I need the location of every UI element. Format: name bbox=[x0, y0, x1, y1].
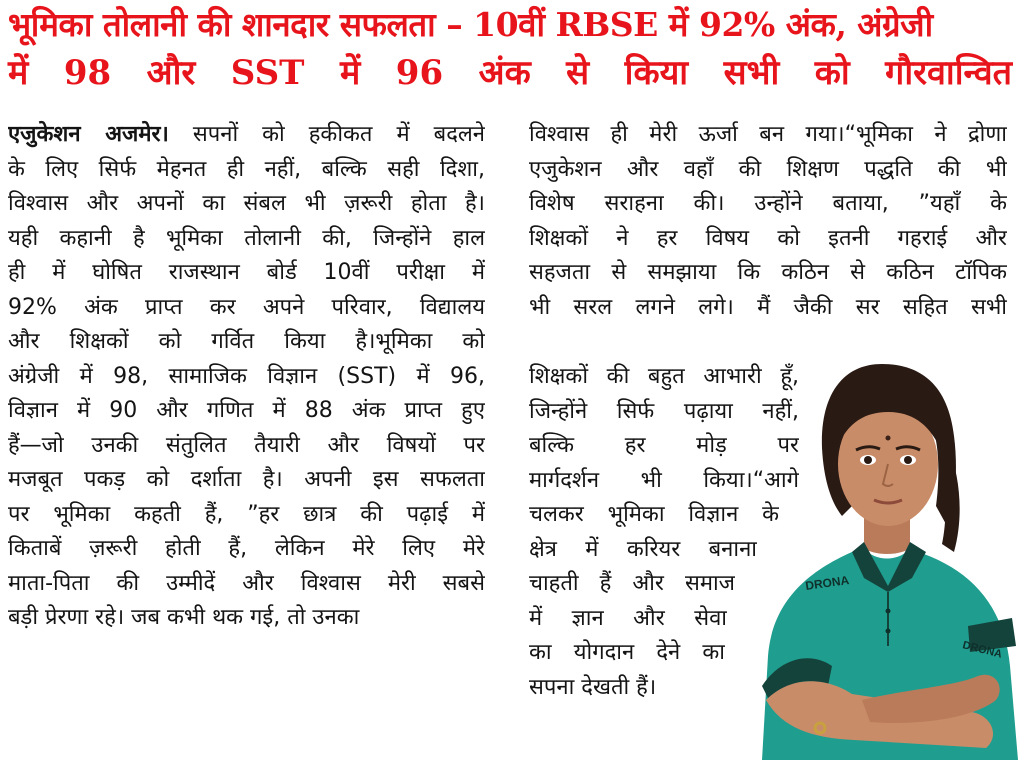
article-line: का योगदान देने का bbox=[529, 640, 725, 665]
article-line: भी सरल लगने लगे। मैं जैकी सर सहित सभी bbox=[529, 294, 1007, 320]
article-line: के लिए सिर्फ मेहनत ही नहीं, बल्कि सही दिशा, bbox=[8, 156, 485, 182]
article-line: चाहती हैं और समाज bbox=[529, 571, 735, 596]
headline bbox=[8, 2, 1012, 98]
article-line: यही कहानी है भूमिका तोलानी की, जिन्होंने हाल bbox=[8, 225, 485, 251]
article-left-column bbox=[8, 118, 485, 636]
article-line: बड़ी प्रेरणा रहे। जब कभी थक गई, तो उनका bbox=[8, 605, 360, 630]
article-line: विशेष सराहना की। उन्होंने बताया, ”यहाँ के bbox=[529, 191, 1007, 216]
article-line: 92% अंक प्राप्त कर अपने परिवार, विद्यालय bbox=[8, 294, 485, 320]
article-line: जिन्होंने सिर्फ पढ़ाया नहीं, bbox=[529, 398, 799, 424]
article-line: हैं—जो उनकी संतुलित तैयारी और विषयों पर bbox=[8, 432, 485, 458]
article-right-column bbox=[529, 118, 1007, 325]
article-line: किताबें ज़रूरी होती हैं, लेकिन मेरे लिए मेरे bbox=[8, 536, 485, 561]
dateline: एजुकेशन अजमेर। bbox=[8, 122, 169, 147]
shirt-logo: DRONA bbox=[804, 572, 850, 593]
article-line: में ज्ञान और सेवा bbox=[529, 605, 727, 631]
article-line: विश्वास और अपनों का संबल भी ज़रूरी होता है। bbox=[8, 191, 485, 216]
student-photo bbox=[742, 356, 1020, 760]
article-line: ही में घोषित राजस्थान बोर्ड 10वीं परीक्षा में bbox=[8, 260, 485, 285]
article-line bbox=[8, 118, 485, 153]
article-line: पर भूमिका कहती हैं, ”हर छात्र की पढ़ाई में bbox=[8, 501, 485, 527]
article-line: अंग्रेजी में 98, सामाजिक विज्ञान (SST) में 96, bbox=[8, 363, 485, 389]
article-line: एजुकेशन और वहाँ की शिक्षण पद्धति की भी bbox=[529, 156, 1007, 182]
article-line: मार्गदर्शन भी किया।“आगे bbox=[529, 467, 799, 493]
article-line: मजबूत पकड़ को दर्शाता है। अपनी इस सफलता bbox=[8, 467, 485, 492]
article-line: विश्वास ही मेरी ऊर्जा बन गया।“भूमिका ने द्रोणा bbox=[529, 122, 1007, 147]
article-line: शिक्षकों की बहुत आभारी हूँ, bbox=[529, 364, 799, 389]
article-line: विज्ञान में 90 और गणित में 88 अंक प्राप्त हुए bbox=[8, 398, 485, 423]
article-line: बल्कि हर मोड़ पर bbox=[529, 433, 799, 458]
sleeve-logo: DRONA bbox=[961, 639, 1004, 661]
article-line: और शिक्षकों को गर्वित किया है।भूमिका को bbox=[8, 329, 485, 354]
article-line: क्षेत्र में करियर बनाना bbox=[529, 536, 757, 562]
article-text: सपनों को हकीकत में बदलने bbox=[168, 122, 485, 147]
headline-line-2: में 98 और SST में 96 अंक से किया सभी को गौरवान्वित bbox=[8, 53, 1012, 93]
article-line: शिक्षकों ने हर विषय को इतनी गहराई और bbox=[529, 225, 1007, 251]
article-line: चलकर भूमिका विज्ञान के bbox=[529, 502, 779, 527]
article-line: माता-पिता की उम्मीदें और विश्वास मेरी सबसे bbox=[8, 570, 485, 596]
article-line: सपना देखती हैं। bbox=[529, 674, 657, 700]
headline-line-1: भूमिका तोलानी की शानदार सफलता – 10वीं RBSE में 92% अंक, अंग्रेजी bbox=[8, 5, 933, 44]
article-line: सहजता से समझाया कि कठिन से कठिन टॉपिक bbox=[529, 260, 1007, 285]
